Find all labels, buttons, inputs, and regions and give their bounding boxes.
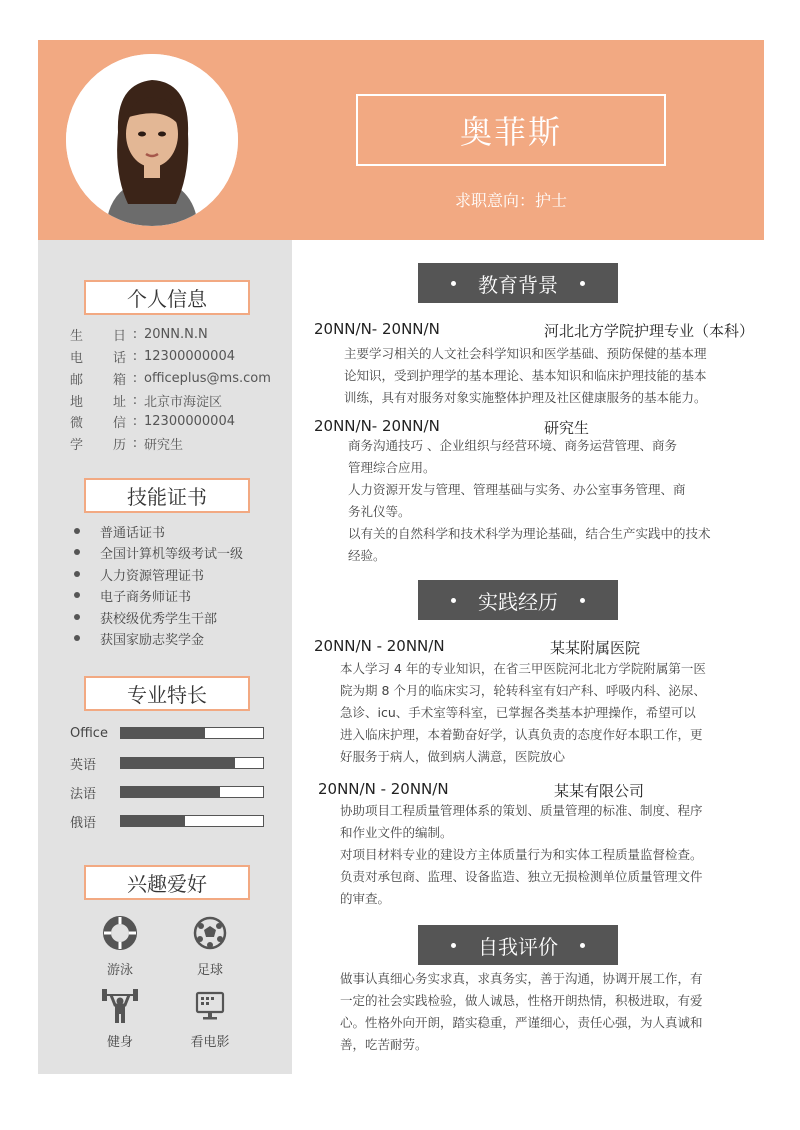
bullet-icon xyxy=(74,528,80,534)
education-desc: 主要学习相关的人文社会科学知识和医学基础、预防保健的基本理 论知识，受到护理学的基本理论、基本知识和临床护理技能的基本 训练，具有对服务对象实施整体护理及社区健康服务的基本能力。 xyxy=(344,346,707,405)
avatar xyxy=(66,54,238,226)
education-entry-head xyxy=(314,417,764,435)
certs-title: 技能证书 xyxy=(84,478,250,513)
skill-row-french: 法语 xyxy=(70,783,264,801)
bullet-icon xyxy=(74,614,80,620)
skill-fill xyxy=(121,787,220,797)
skill-bar xyxy=(120,786,264,798)
skill-fill xyxy=(121,758,235,768)
bullet-icon xyxy=(74,549,80,555)
info-row-address: 地 址 : 北京市海淀区 xyxy=(70,392,223,410)
skill-row-english: 英语 xyxy=(70,754,264,772)
hobby-swimming: 游泳 xyxy=(80,913,160,978)
bullet-icon xyxy=(580,598,585,603)
skill-bar xyxy=(120,727,264,739)
bullet-icon xyxy=(580,943,585,948)
entry-date: 20NN/N- 20NN/N xyxy=(314,417,440,435)
entry-org: 研究生 xyxy=(544,419,590,437)
self-eval-title: 自我评价 xyxy=(418,925,618,965)
hobby-fitness: 健身 xyxy=(80,985,160,1050)
job-intent: 求职意向：护士 xyxy=(454,191,567,210)
personal-info-title: 个人信息 xyxy=(84,280,250,315)
info-row-phone: 电 话 : 12300000004 xyxy=(70,348,235,366)
cert-item: 获校级优秀学生干部 xyxy=(74,608,217,626)
cert-item: 获国家励志奖学金 xyxy=(74,629,204,647)
entry-date: 20NN/N - 20NN/N xyxy=(314,637,445,655)
practice-desc: 本人学习 4 年的专业知识，在省三甲医院河北北方学院附属第一医 院为期 8 个月的临床实习，轮转科室有妇产科、呼吸内科、泌尿、 急诊、icu、手术室等科室，已掌握各类基本护理操作，希望可以 进入临床护理，本着勤奋好学，认真负责的态度作好本职工作，更 好服务于病人，做到病人满意，医院放心 xyxy=(340,661,706,764)
practice-title: 实践经历 xyxy=(418,580,618,620)
hobby-soccer: 足球 xyxy=(170,913,250,978)
skills-title: 专业特长 xyxy=(84,676,250,711)
skill-row-office: Office xyxy=(70,724,264,742)
cert-item: 人力资源管理证书 xyxy=(74,565,204,583)
entry-org: 某某有限公司 xyxy=(554,782,645,800)
bullet-icon xyxy=(451,598,456,603)
skill-bar xyxy=(120,815,264,827)
practice-desc: 协助项目工程质量管理体系的策划、质量管理的标准、制度、程序 和作业文件的编制。 对项目材料专业的建设方主体质量行为和实体工程质量监督检查。 负责对承包商、监理、设备监造、独立无损检测单位质量管理文件 的审查。 xyxy=(340,803,703,906)
entry-org: 河北北方学院护理专业（本科） xyxy=(544,322,755,340)
bullet-icon xyxy=(451,943,456,948)
soccer-ball-icon xyxy=(170,913,250,953)
bullet-icon xyxy=(74,592,80,598)
skill-bar xyxy=(120,757,264,769)
education-title: 教育背景 xyxy=(418,263,618,303)
bullet-icon xyxy=(74,571,80,577)
bullet-icon xyxy=(580,281,585,286)
education-entry-head xyxy=(314,320,764,338)
info-row-email: 邮 箱 : officeplus@ms.com xyxy=(70,370,271,388)
skill-fill xyxy=(121,816,185,826)
info-row-education: 学 历 : 研究生 xyxy=(70,435,184,453)
cert-item: 全国计算机等级考试一级 xyxy=(74,543,243,561)
candidate-name: 奥菲斯 xyxy=(356,94,666,166)
entry-date: 20NN/N- 20NN/N xyxy=(314,320,440,338)
skill-row-russian: 俄语 xyxy=(70,812,264,830)
skill-fill xyxy=(121,728,205,738)
movie-icon xyxy=(170,985,250,1025)
entry-org: 某某附属医院 xyxy=(550,639,641,657)
hobby-movies: 看电影 xyxy=(170,985,250,1050)
hobbies-title: 兴趣爱好 xyxy=(84,865,250,900)
cert-item: 普通话证书 xyxy=(74,522,165,540)
weightlifting-icon xyxy=(80,985,160,1025)
info-row-wechat: 微 信 : 12300000004 xyxy=(70,413,235,431)
cert-item: 电子商务师证书 xyxy=(74,586,191,604)
practice-entry-head xyxy=(318,780,768,798)
education-desc: 商务沟通技巧 、企业组织与经营环境、商务运营管理、商务 管理综合应用。 人力资源开发与管理、管理基础与实务、办公室事务管理、商 务礼仪等。 以有关的自然科学和技术科学为理论基础，结合生产实践中的技术 经验。 xyxy=(348,438,711,563)
info-row-birthday: 生 日 : 20NN.N.N xyxy=(70,326,208,344)
self-eval-text: 做事认真细心务实求真，求真务实，善于沟通，协调开展工作，有 一定的社会实践检验，做人诚恳，性格开朗热情，积极进取，有爱 心。性格外向开朗，踏实稳重，严谨细心，责任心强，为人真诚和 善，吃苦耐劳。 xyxy=(340,971,703,1052)
bullet-icon xyxy=(451,281,456,286)
practice-entry-head xyxy=(314,637,764,655)
entry-date: 20NN/N - 20NN/N xyxy=(318,780,449,798)
bullet-icon xyxy=(74,635,80,641)
swim-ring-icon xyxy=(80,913,160,953)
